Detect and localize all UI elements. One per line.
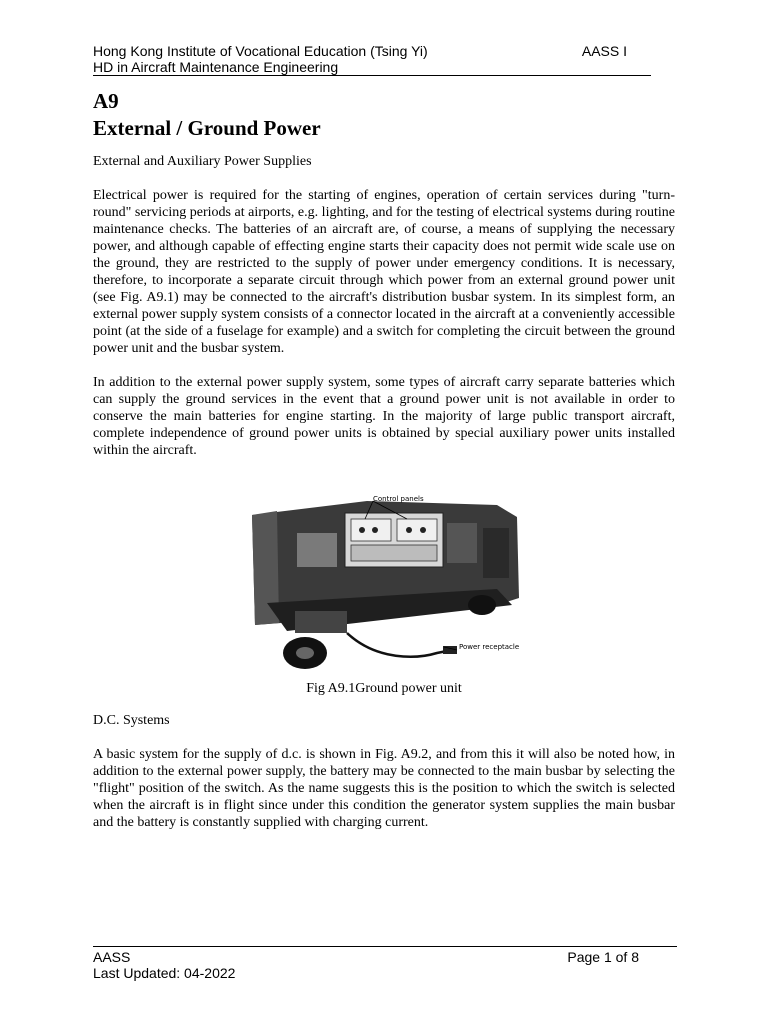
figure-label-control-panels: Control panels: [373, 495, 424, 503]
section-dc-systems: [93, 712, 675, 831]
page-header: [93, 43, 651, 76]
paragraph: A basic system for the supply of d.c. is shown in Fig. A9.2, and from this it will also be noted how, in addition to the external power supply, the battery may be connected to the main busbar by selecting the "flight" position of the switch. As the name suggests this is the position to which the switch is selected when the aircraft is in flight since under this condition the generator system supplies the main busbar and the battery is constantly supplied with charging current.: [93, 747, 675, 830]
section-heading: External and Auxiliary Power Supplies: [93, 154, 312, 169]
chapter-title: External / Ground Power: [93, 116, 321, 140]
page-footer: [93, 946, 677, 981]
figure-caption: Fig A9.1Ground power unit: [306, 681, 462, 696]
paragraph: In addition to the external power supply system, some types of aircraft carry separate batteries which can supply the ground services in the event that a ground power unit is not available in order to conserve the main batteries for engine starting. In the majority of large public transport aircraft, complete independence of ground power units is obtained by special auxiliary power units installed within the aircraft.: [93, 375, 675, 458]
chapter-heading: [93, 88, 321, 142]
section-heading: D.C. Systems: [93, 713, 170, 728]
header-institution: Hong Kong Institute of Vocational Education (Tsing Yi): [93, 43, 428, 59]
section-external-auxiliary: [93, 153, 675, 459]
header-programme: HD in Aircraft Maintenance Engineering: [93, 59, 651, 76]
figure-label-power-receptacle: Power receptacle: [459, 643, 520, 651]
footer-rule: [93, 946, 677, 947]
header-course-code: AASS I: [581, 43, 627, 59]
footer-left: AASS: [93, 949, 131, 965]
paragraph: Electrical power is required for the starting of engines, operation of certain services during "turn-round" servicing periods at airports, e.g. lighting, and for the testing of electrical systems during routine maintenance checks. The batteries of an aircraft are, of course, a means of supplying the necessary power, and although capable of effecting engine starts their capacity does not permit wide scale use on the ground, they are restricted to the supply of power under emergency conditions. It is necessary, therefore, to incorporate a separate circuit through which power from an external ground power unit (see Fig. A9.1) may be connected to the aircraft's distribution busbar system. In its simplest form, an external power supply system consists of a connector located in the aircraft at a conveniently accessible point (at the side of a fuselage for example) and a switch for completing the circuit between the ground power unit and the busbar system.: [93, 188, 675, 356]
ground-power-unit-figure: [247, 493, 530, 679]
footer-last-updated: Last Updated: 04-2022: [93, 965, 236, 981]
footer-page-number: Page 1 of 8: [567, 949, 639, 965]
chapter-number: A9: [93, 89, 119, 113]
